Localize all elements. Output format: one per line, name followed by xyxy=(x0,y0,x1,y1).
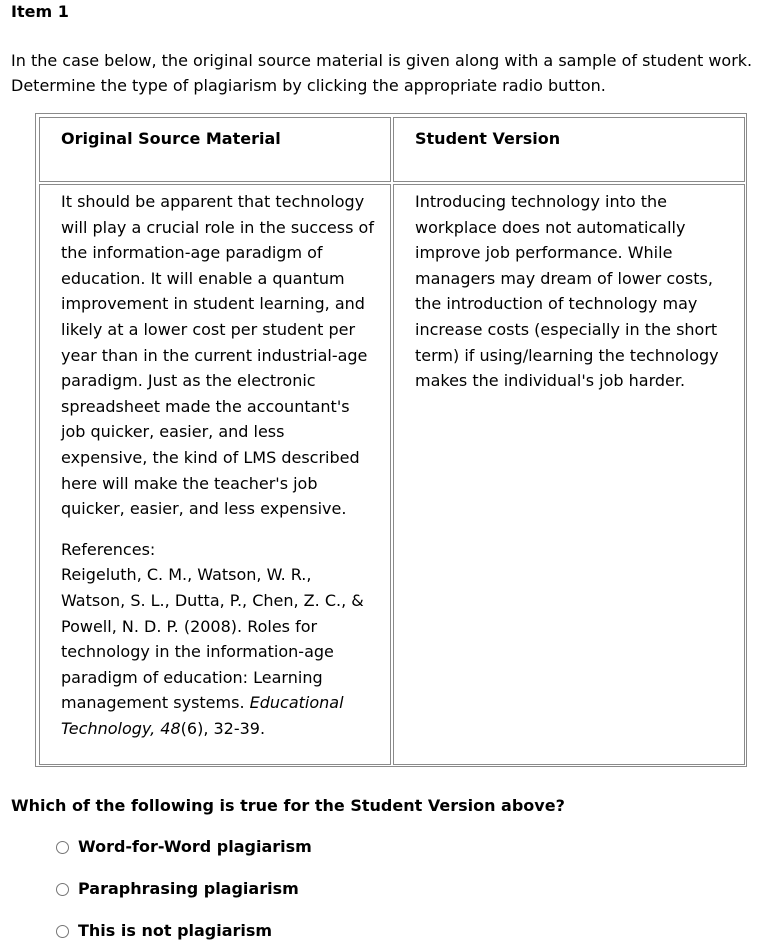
references-label: References: xyxy=(61,539,156,559)
student-header: Student Version xyxy=(415,129,561,148)
item-title: Item 1 xyxy=(11,2,69,21)
original-header-cell xyxy=(39,117,391,182)
question-prompt: Which of the following is true for the Student Version above? xyxy=(11,796,565,815)
reference-citation xyxy=(61,562,374,741)
option-paraphrasing[interactable] xyxy=(56,878,299,900)
option-word-for-word[interactable] xyxy=(56,836,312,858)
original-header: Original Source Material xyxy=(61,129,281,148)
student-header-cell xyxy=(393,117,745,182)
comparison-table xyxy=(35,113,747,767)
option-not-plagiarism[interactable] xyxy=(56,920,272,942)
instructions-line-1: In the case below, the original source material is given along with a sample of student work. xyxy=(11,51,753,70)
student-version-cell xyxy=(393,184,745,765)
citation-journal: Educational Technology, 48 xyxy=(61,693,344,738)
option-label[interactable]: Paraphrasing plagiarism xyxy=(78,879,299,898)
instructions-line-2: Determine the type of plagiarism by clicking the appropriate radio button. xyxy=(11,76,606,95)
option-label[interactable]: Word-for-Word plagiarism xyxy=(78,837,312,856)
option-label[interactable]: This is not plagiarism xyxy=(78,921,273,940)
citation-text: Reigeluth, C. M., Watson, W. R., Watson, S. L., Dutta, P., Chen, Z. C., & Powell, N. D. P. (2008). Roles for technology in the information-age paradigm of education: Learning management systems. xyxy=(61,565,364,713)
original-source-text: It should be apparent that technology will play a crucial role in the success of the information-age paradigm of education. It will enable a quantum improvement in student learning, and likely at a lower cost per student per year than in the current industrial-age paradigm. Just as the electronic spreadsheet made the accountant's job quicker, easier, and less expensive, the kind of LMS described here will make the teacher's job quicker, easier, and less expensive. xyxy=(61,192,374,519)
radio-button-word-for-word[interactable] xyxy=(56,841,69,854)
instructions xyxy=(11,48,766,98)
radio-button-not-plagiarism[interactable] xyxy=(56,925,69,938)
citation-issue-pages: (6), 32-39. xyxy=(180,718,266,738)
student-version-text: Introducing technology into the workplace does not automatically improve job performance. While managers may dream of lower costs, the introduction of technology may increase costs (especially in the short term) if using/learning the technology makes the individual's job harder. xyxy=(415,192,719,391)
original-source-cell xyxy=(39,184,391,765)
radio-button-paraphrasing[interactable] xyxy=(56,883,69,896)
